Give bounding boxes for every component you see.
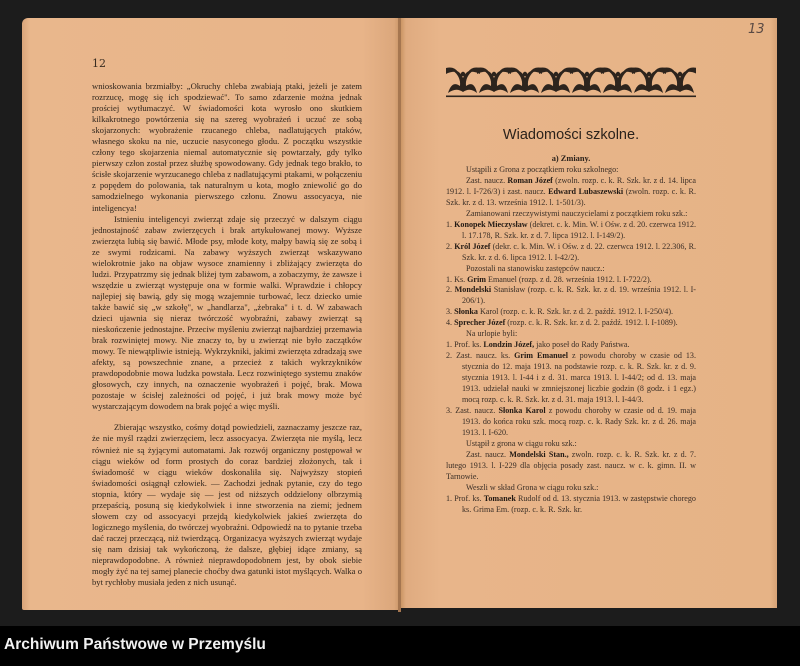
book-gutter — [398, 18, 401, 612]
right-page-body — [446, 165, 696, 516]
page-number: 12 — [92, 57, 106, 70]
list-item: 3. Słonka Karol (rozp. c. k. R. Szk. kr. z d. 2. paźdź. 1912. l. I-250/4). — [446, 307, 674, 317]
paragraph: Weszli w skład Grona w ciągu roku szk.: — [466, 482, 599, 492]
list-item: 2. Mondelski Stanisław (rozp. c. k. R. Szk. kr. z d. 19. września 1912. l. I-206/1). — [446, 285, 696, 306]
list-item: 2. Zast. naucz. ks. Grim Emanuel z powodu choroby w czasie od 13. stycznia do 12. maja 1913. na podstawie rozp. c. k. R. Szk. kr. z d. 9. stycznia 1913. l. I-44 i z d. 31. marca 1913. l. I-44/2; od d. 13. maja 1913. udzielał nauki w zmniejszonej liczbie godzin (8 godz. i 1 egz.) mocą rozp. c. k. R. Szk. kr. z d. 31. maja 1913. l. I-44/3. — [446, 351, 696, 405]
person-name: Król Józef — [454, 241, 491, 251]
left-page-body — [92, 81, 362, 588]
paragraph: Zast. naucz. Roman Józef (zwoln. rozp. c. k. R. Szk. kr. z d. 14. lipca 1912. l. I-726/3) i zast. naucz. Edward Lubaszewski (zwoln. rozp. c. k. R. Szk. kr. z d. 13. września 1912. l. 1-501/3). — [446, 175, 696, 207]
person-name: Grim — [467, 274, 487, 284]
archive-name: Archiwum Państwowe w Przemyślu — [4, 636, 266, 653]
list-item: 1. Prof. ks. Tomanek Rudolf od d. 13. stycznia 1913. w zastępstwie chorego ks. Grima Em. (rozp. c. k. R. Szk. kr. — [446, 493, 696, 514]
paragraph: Pozostali na stanowisku zastępców naucz.: — [466, 263, 605, 273]
person-name: Konopek Mieczysław — [454, 219, 528, 229]
handwritten-folio-number: 13 — [748, 22, 765, 37]
person-name: Słonka — [454, 307, 478, 317]
paragraph: wnioskowania brzmiałby: „Okruchy chleba zwabiają ptaki, jeżeli je zatem rozrzucę, mogę się ich spodziewać". To samo zdarzenie można jednak prościej wytłumaczyć. W świadomości kota wyrosło ono skutkiem kilkakrotnego powtórzenia się na szereg wyobrażeń i uczuć ze sobą skojarzonych: wyobrażenie rzucanego chleba, nadlatujących ptaków, własnego skoku na nie, uczucie nasyconego głodu. Z początku wszystkie człony tego skojarzenia niemal automatycznie się powtarzały, gdy tylko pierwszy człon został przez służbę spowodowany. Gdy jednak tego brakło, to ścisłe skojarzenie wyrzucanego chleba z nadlatującymi ptakami, w połączeniu z popędem do polowania, tak naturalnym u kota, mogło zniewolić go do samodzielnego wykonania pierwszego członu. Znowu assocyacya, nie inteligencya! — [92, 81, 362, 213]
person-name: Londzin Józef, — [483, 340, 535, 350]
list-item: 1. Prof. ks. Londzin Józef, jako poseł do Rady Państwa. — [446, 340, 630, 350]
paragraph: Zamianowani rzeczywistymi nauczycielami z początkiem roku szk.: — [466, 208, 688, 218]
paragraph: Zbierając wszystko, cośmy dotąd powiedzieli, zaznaczamy jeszcze raz, że nie myśl rządzi zwierzęciem, lecz assocyacya. Zwierzęta nie myślą, lecz również nie są żyjącymi automatami. Jak rozwój organiczny postępował w ciągu wieków od form prostych do coraz bardziej złożonych, tak i świadomość w ciągu wieków doskonaliła się. Najwyższy stopień świadomości osiągnął człowiek. — Zachodzi jednak pytanie, czy do tego stopnia, który — wydaje się — jest od niższych oddzielony olbrzymią przepaścią, posuną się kiedykolwiek i inne stworzenia na ziemi; jednem słowem czy od assocyacyi przejdą kiedykolwiek jakieś zwierzęta do logicznego myślenia, do twórczej wyobraźni. Odpowiedź na to pytanie trzeba dać raczej przeczącą, niż twierdzącą. Organizacya wyższych zwierząt wydaje się nam dzisiaj tak wykończoną, że dalsze, głębiej idące zmiany, są nieprawdopodobne. A również nieprawdopodobnem jest, by obok siebie mogły żyć na tej samej planecie choćby dwa gatunki istot myślących. Walka o byt rychłoby musiała jeden z nich usunąć. — [92, 422, 362, 588]
person-name: Sprecher Józef — [454, 318, 506, 328]
person-name: Słonka Karol — [498, 405, 546, 415]
paragraph: Zast. naucz. Mondelski Stan., zwoln. rozp. c. k. R. Szk. kr. z d. 7. lutego 1913. l. I-229 dla objęcia posady zast. naucz. w c. k. gimn. II. w Tarnowie. — [446, 449, 696, 481]
person-name: Roman Józef — [507, 175, 553, 185]
archive-footer — [0, 626, 800, 666]
person-name: Grim Emanuel — [514, 351, 569, 361]
section-subtitle: a) Zmiany. — [551, 154, 591, 163]
person-name: Mondelski Stan., — [509, 449, 569, 459]
list-item: 2. Król Józef (dekr. c. k. Min. W. i Ośw. z d. 22. czerwca 1912. l. 22.306, R. Szk. kr. z d. 6. lipca 1912. l. I-42/2). — [446, 241, 696, 262]
paragraph: Ustąpili z Grona z początkiem roku szkolnego: — [466, 165, 619, 174]
person-name: Tomanek — [483, 493, 516, 503]
list-item: 4. Sprecher Józef (rozp. c. k. R. Szk. kr. z d. 2. paźdź. 1912. l. I-1089). — [446, 318, 678, 328]
paragraph: Istnieniu inteligencyi zwierząt zdaje się przeczyć w dalszym ciągu jednostajność zabaw zwierzęcych i brak artykułowanej mowy. Wyższe zwierzęta lubią się bawić. Młode psy, młode koty, małpy bawią się ze sobą i ze swymi rodzicami. Na zabawy wyższych zwierząt wskazywano wielokrotnie jako na objaw wysoce znamienny i zbliżający zwierzęta do ludzi. Przypatrzmy się jednak bliżej tym zabawom, a zobaczymy, że zawsze i wszędzie u zwierząt występuje ona w formie walki. Wprawdzie i chłopcy najlepiej się bawią, gdy się mogą wzajemnie turbować, lecz dziecko umie także bawić się „w szkołę", w „handlarza", „żebraka" i t. d. W zabawach dzieci ujawnia się nieraz twórczość wyobraźni, zabawy zwierząt są nieskończenie jednostajne. Przeciw myśleniu zwierząt najbardziej przemawia brak rozwiniętej mowy. Nie znaczy to, by u zwierząt nie było zaczątków mowy. Te niewątpliwie istnieją. Wykrzykniki, jakimi zwierzęta zdradzają swe afekty, są powszechnie znane, a przecież z takich wykrzykników prawdopodobnie mowa ludzka powstała. Lecz rozwiniętego systemu znaków głosowych, czy innych, na oznaczenie wyobrażeń i pojęć, brak. Mowa pozostaje w ścisłej zależności od pojęć, i już brak mowy może być wystarczającym dowodem na brak pojęć a więc myśli. — [92, 213, 362, 412]
person-name: Edward Lubaszewski — [548, 186, 624, 196]
list-item: 1. Konopek Mieczysław (dekret. c. k. Min. W. i Ośw. z d. 20. czerwca 1912. l. 17.178, R. Szk. kr. z d. 7. lipca 1912. l. I-149/2). — [446, 219, 697, 240]
list-item: 1. Ks. Grim Emanuel (rozp. z d. 28. września 1912. l. I-722/2). — [446, 274, 652, 284]
list-item: 3. Zast. naucz. Słonka Karol z powodu choroby w czasie od d. 19. maja 1913. do końca roku szk. mocą rozp. c. k. Rady Szk. kr. z d. 26. maja 1913. l. I-620. — [446, 405, 696, 437]
paragraph: Ustąpił z grona w ciągu roku szk.: — [466, 438, 577, 448]
person-name: Mondelski — [454, 285, 492, 295]
paragraph: Na urlopie byli: — [466, 329, 518, 339]
section-title: Wiadomości szkolne. — [502, 127, 640, 143]
floral-ornament-icon — [446, 66, 696, 98]
